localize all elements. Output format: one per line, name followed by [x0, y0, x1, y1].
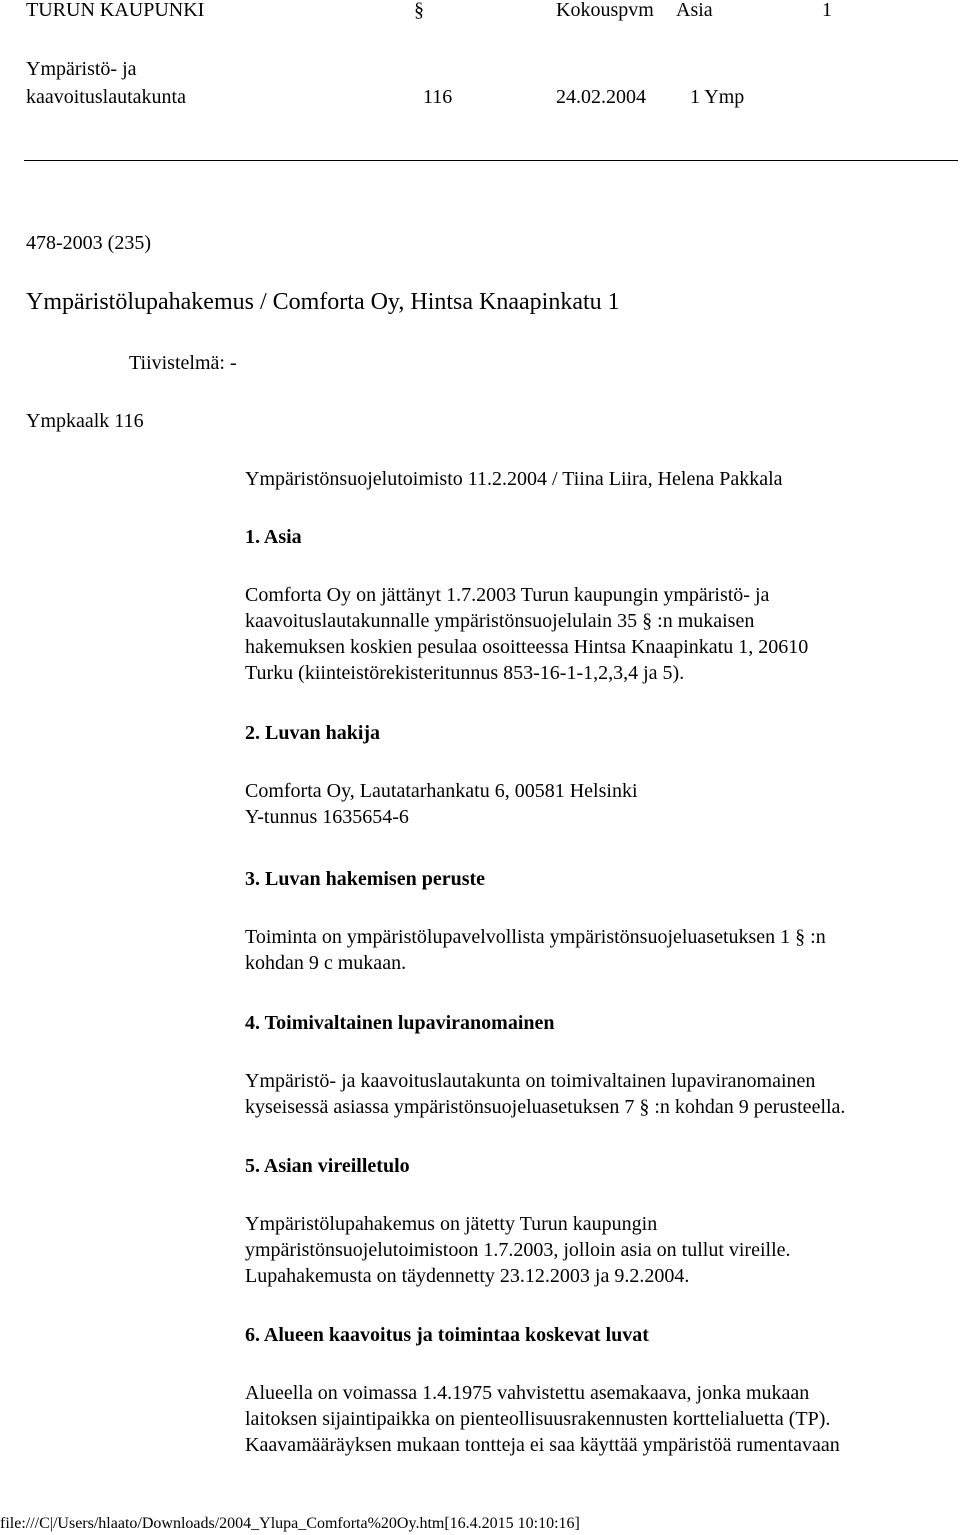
section-heading: 1. Asia [245, 526, 302, 548]
organization-name: TURUN KAUPUNKI [26, 0, 205, 21]
meeting-date: 24.02.2004 [556, 86, 646, 108]
case-ref-code: Ympkaalk 116 [26, 410, 144, 432]
section-heading: 3. Luvan hakemisen peruste [245, 868, 486, 890]
text-line: ympäristönsuojelutoimistoon 1.7.2003, jolloin asia on tullut vireille. [245, 1239, 791, 1261]
text-line: Y-tunnus 1635654-6 [245, 806, 409, 828]
text-line: kohdan 9 c mukaan. [245, 952, 407, 974]
text-line: Turku (kiinteistörekisteritunnus 853-16-1-1,2,3,4 ja 5). [245, 662, 685, 684]
case-reference: 1 Ymp [690, 86, 745, 108]
board-name-line1: Ympäristö- ja [26, 58, 137, 80]
text-line: kyseisessä asiassa ympäristönsuojeluasetuksen 7 § :n kohdan 9 perusteella. [245, 1096, 846, 1118]
text-line: Alueella on voimassa 1.4.1975 vahvistettu asemakaava, jonka mukaan [245, 1382, 810, 1404]
prepared-by: Ympäristönsuojelutoimisto 11.2.2004 / Tiina Liira, Helena Pakkala [245, 468, 783, 490]
source-url-footer: file:///C|/Users/hlaato/Downloads/2004_Ylupa_Comforta%20Oy.htm[16.4.2015 10:10:16] [0, 1515, 580, 1532]
section-body [245, 1380, 945, 1458]
section-body [245, 1068, 945, 1120]
text-line: Ympäristölupahakemus on jätetty Turun kaupungin [245, 1213, 658, 1235]
section-heading: 5. Asian vireilletulo [245, 1155, 410, 1177]
board-name-line2: kaavoituslautakunta [26, 86, 186, 108]
section-sign: § [414, 0, 424, 21]
section-body [245, 924, 945, 976]
text-line: Comforta Oy on jättänyt 1.7.2003 Turun kaupungin ympäristö- ja [245, 584, 770, 606]
text-line: Ympäristö- ja kaavoituslautakunta on toimivaltainen lupaviranomainen [245, 1070, 816, 1092]
section-heading: 2. Luvan hakija [245, 722, 381, 744]
text-line: Kaavamääräyksen mukaan tontteja ei saa käyttää ympäristöä rumentavaan [245, 1434, 840, 1456]
text-line: hakemuksen koskien pesulaa osoitteessa Hintsa Knaapinkatu 1, 20610 [245, 636, 809, 658]
summary-line: Tiivistelmä: - [129, 352, 237, 374]
section-number: 116 [423, 86, 453, 108]
text-line: laitoksen sijaintipaikka on pienteollisuusrakennusten korttelialuetta (TP). [245, 1408, 831, 1430]
page-number: 1 [822, 0, 832, 21]
header-divider [24, 160, 958, 161]
section-heading: 4. Toimivaltainen lupaviranomainen [245, 1012, 555, 1034]
text-line: Comforta Oy, Lautatarhankatu 6, 00581 Helsinki [245, 780, 638, 802]
section-heading: 6. Alueen kaavoitus ja toimintaa koskevat luvat [245, 1324, 649, 1346]
text-line: Toiminta on ympäristölupavelvollista ympäristönsuojeluasetuksen 1 § :n [245, 926, 826, 948]
meeting-date-label: Kokouspvm [556, 0, 654, 21]
text-line: kaavoituslautakunnalle ympäristönsuojelulain 35 § :n mukaisen [245, 610, 755, 632]
diary-number: 478-2003 (235) [26, 232, 151, 254]
case-title: Ympäristölupahakemus / Comforta Oy, Hintsa Knaapinkatu 1 [26, 289, 620, 315]
text-line: Lupahakemusta on täydennetty 23.12.2003 ja 9.2.2004. [245, 1265, 690, 1287]
section-body [245, 1211, 945, 1289]
section-body [245, 778, 945, 830]
case-label: Asia [676, 0, 713, 21]
section-body [245, 582, 945, 686]
